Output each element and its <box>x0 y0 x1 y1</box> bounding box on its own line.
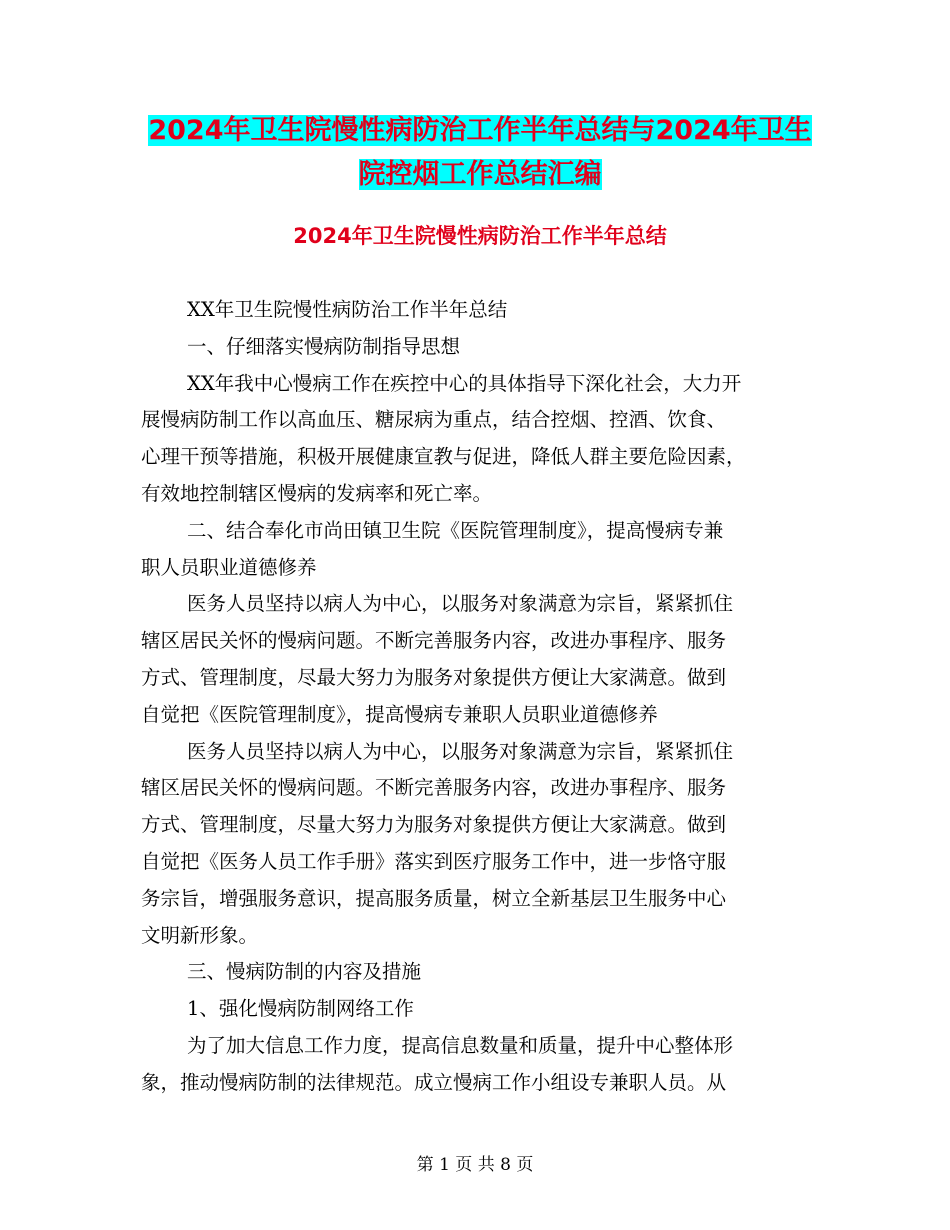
section-title: 2024年卫生院慢性病防治工作半年总结 <box>293 224 667 248</box>
paragraph-line: 职人员职业道德修养 <box>141 555 317 579</box>
paragraph-line: 方式、管理制度，尽量大努力为服务对象提供方便让大家满意。做到 <box>141 813 727 837</box>
paragraph-line: 医务人员坚持以病人为中心，以服务对象满意为宗旨，紧紧抓住 <box>187 592 734 616</box>
paragraph-line: 心理干预等措施，积极开展健康宣教与促进，降低人群主要危险因素， <box>141 445 746 469</box>
paragraph-line: 展慢病防制工作以高血压、糖尿病为重点，结合控烟、控酒、饮食、 <box>141 408 727 432</box>
paragraph-line: 文明新形象。 <box>141 923 259 947</box>
paragraph-line: 辖区居民关怀的慢病问题。不断完善服务内容，改进办事程序、服务 <box>141 629 727 653</box>
page-number-footer: 第 1 页 共 8 页 <box>416 1155 534 1175</box>
document-title-line-1: 2024年卫生院慢性病防治工作半年总结与2024年卫生 <box>148 115 812 146</box>
body-text <box>141 292 801 1102</box>
paragraph-line: 1、强化慢病防制网络工作 <box>187 997 414 1021</box>
paragraph-line: 务宗旨，增强服务意识，提高服务质量，树立全新基层卫生服务中心 <box>141 886 727 910</box>
paragraph-line: 为了加大信息工作力度，提高信息数量和质量，提升中心整体形 <box>187 1033 734 1057</box>
paragraph-line: 象，推动慢病防制的法律规范。成立慢病工作小组设专兼职人员。从 <box>141 1070 727 1094</box>
paragraph-line: 三、慢病防制的内容及措施 <box>187 960 422 984</box>
paragraph-line: 有效地控制辖区慢病的发病率和死亡率。 <box>141 481 493 505</box>
paragraph-line: XX年卫生院慢性病防治工作半年总结 <box>187 298 508 321</box>
paragraph-line: 方式、管理制度，尽最大努力为服务对象提供方便让大家满意。做到 <box>141 665 727 689</box>
paragraph-line: 自觉把《医院管理制度》，提高慢病专兼职人员职业道德修养 <box>141 702 658 726</box>
paragraph-line: 医务人员坚持以病人为中心，以服务对象满意为宗旨，紧紧抓住 <box>187 739 734 763</box>
paragraph-line: 一、仔细落实慢病防制指导思想 <box>187 334 461 358</box>
document-title-line-2: 院控烟工作总结汇编 <box>358 159 602 190</box>
paragraph-line: 辖区居民关怀的慢病问题。不断完善服务内容，改进办事程序、服务 <box>141 776 727 800</box>
paragraph-line: XX年我中心慢病工作在疾控中心的具体指导下深化社会，大力开 <box>187 371 742 395</box>
paragraph-line: 自觉把《医务人员工作手册》落实到医疗服务工作中，进一步恪守服 <box>141 849 727 873</box>
paragraph-line: 二、结合奉化市尚田镇卫生院《医院管理制度》，提高慢病专兼 <box>187 518 724 542</box>
